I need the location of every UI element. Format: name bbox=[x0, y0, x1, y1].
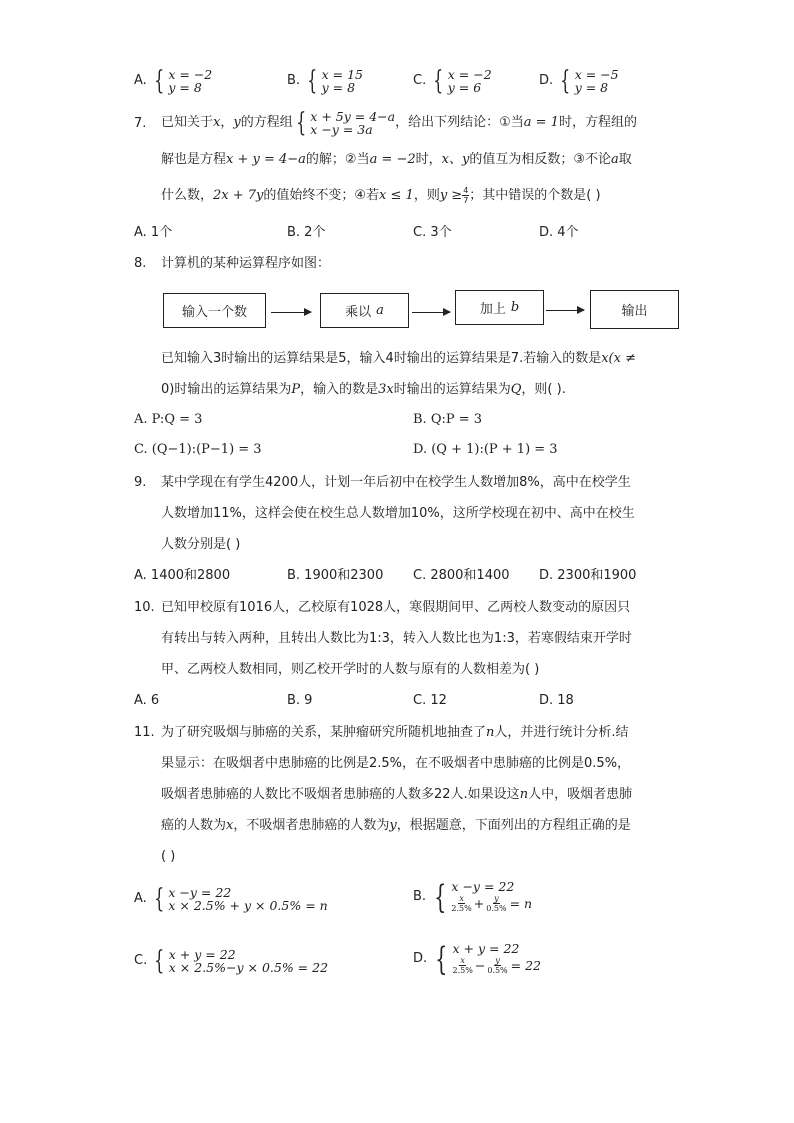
question-number: 10. bbox=[134, 600, 155, 615]
math-var: y bbox=[233, 115, 241, 130]
text: ，根据题意，下面列出的方程组正确的是 bbox=[396, 818, 631, 833]
math-expr: x + y = 4−a bbox=[226, 152, 306, 167]
math-var: n bbox=[486, 725, 495, 740]
q6-option-d bbox=[539, 68, 619, 94]
brace: { bbox=[154, 946, 165, 976]
q11-option-b bbox=[413, 877, 533, 916]
math-expr: x(x ≠ bbox=[601, 351, 636, 366]
brace: { bbox=[434, 877, 447, 916]
q11-option-a bbox=[134, 886, 328, 912]
math-expr: 2x + 7y bbox=[213, 188, 264, 203]
fraction bbox=[487, 956, 507, 975]
option-letter: A. bbox=[134, 73, 147, 88]
text: ；其中错误的个数是( ) bbox=[469, 188, 601, 203]
sys-line-fraction bbox=[453, 956, 542, 975]
q7-option-a: A. 1个 bbox=[134, 225, 173, 240]
question-number: 11. bbox=[134, 725, 155, 740]
q9-option-a: A. 1400和2800 bbox=[134, 568, 231, 583]
sys-line: y = 6 bbox=[447, 80, 482, 95]
q10-line-1: 已知甲校原有1016人，乙校原有1028人，寒假期间甲、乙两校人数变动的原因只 bbox=[161, 600, 631, 615]
flow-box-output bbox=[590, 290, 679, 329]
fraction-denominator: 0.5% bbox=[486, 904, 507, 913]
brace: { bbox=[433, 66, 444, 96]
flow-box-input bbox=[163, 293, 266, 328]
text: 人中，吸烟者患肺 bbox=[528, 787, 633, 802]
q7-option-b: B. 2个 bbox=[287, 225, 326, 240]
q11-line-4 bbox=[161, 817, 631, 835]
fraction-denominator: 2.5% bbox=[451, 904, 472, 913]
sys-line: x −y = 22 bbox=[451, 879, 515, 894]
fraction-denominator: 2.5% bbox=[452, 966, 473, 975]
q11-option-d bbox=[413, 939, 542, 978]
q7-line-3 bbox=[161, 186, 601, 205]
text: ， bbox=[220, 115, 234, 130]
q6-option-a bbox=[134, 68, 212, 94]
math-expr: y ≥ bbox=[439, 188, 463, 203]
brace: { bbox=[560, 66, 571, 96]
box-label: 输入一个数 bbox=[181, 305, 247, 320]
q8-stem: 计算机的某种运算程序如图： bbox=[161, 256, 331, 271]
q7-option-c: C. 3个 bbox=[413, 225, 452, 240]
q11-option-c bbox=[134, 948, 328, 974]
math-var: b bbox=[510, 300, 520, 315]
q10-option-d: D. 18 bbox=[539, 693, 574, 708]
q9-line-1: 某中学现在有学生4200人，计划一年后初中在校学生人数增加8%，高中在校学生 bbox=[161, 475, 631, 490]
text: 时，方程组的 bbox=[558, 115, 637, 130]
flow-arrow bbox=[546, 310, 584, 311]
brace: { bbox=[154, 66, 165, 96]
math-var: a bbox=[611, 152, 619, 167]
flow-arrow bbox=[412, 312, 450, 313]
box-label: 输出 bbox=[621, 304, 648, 319]
math-expr: 3x bbox=[378, 382, 394, 397]
q6-option-b bbox=[287, 68, 363, 94]
box-label: 加上 bbox=[479, 302, 506, 317]
text: 取 bbox=[618, 152, 632, 167]
brace: { bbox=[154, 884, 165, 914]
math-var: P bbox=[291, 382, 301, 397]
fraction-numerator: 4 bbox=[463, 186, 469, 195]
sys-line: x × 2.5%−y × 0.5% = 22 bbox=[168, 960, 329, 975]
math-expr: x ≤ 1 bbox=[379, 188, 414, 203]
q8-line-2 bbox=[161, 381, 566, 399]
fraction bbox=[486, 894, 506, 913]
text: 吸烟者患肺癌的人数比不吸烟者患肺癌的人数多22人.如果设这 bbox=[161, 787, 520, 802]
text: 时输出的运算结果为 bbox=[174, 382, 292, 397]
math-var: y bbox=[389, 818, 397, 833]
math-var: x bbox=[213, 115, 221, 130]
option-letter: A. bbox=[134, 891, 147, 906]
sys-line: x −y = 22 bbox=[168, 885, 232, 900]
text: ，则 bbox=[413, 188, 440, 203]
fraction-denominator: 0.5% bbox=[487, 966, 508, 975]
q11-line-1 bbox=[161, 724, 629, 742]
q9-option-c: C. 2800和1400 bbox=[413, 568, 510, 583]
option-letter: D. bbox=[539, 73, 554, 88]
option-letter: C. bbox=[134, 953, 148, 968]
math-expr: a = 1 bbox=[523, 115, 559, 130]
q8-option-a: A. P:Q = 3 bbox=[134, 412, 203, 427]
q7-line-2 bbox=[161, 151, 632, 169]
text: ，给出下列结论：①当 bbox=[395, 115, 524, 130]
q10-option-c: C. 12 bbox=[413, 693, 447, 708]
q8-option-c: C. (Q−1):(P−1) = 3 bbox=[134, 442, 262, 457]
q8-line-1 bbox=[161, 350, 636, 368]
flow-box-multiply bbox=[320, 293, 409, 328]
text: 时， bbox=[415, 152, 442, 167]
sys-line: x = −2 bbox=[168, 67, 213, 82]
text: 人，并进行统计分析.结 bbox=[494, 725, 629, 740]
sys-line: x = 15 bbox=[321, 67, 363, 82]
text: 解也是方程 bbox=[161, 152, 227, 167]
q9-option-d: D. 2300和1900 bbox=[539, 568, 637, 583]
sys-line: x = −2 bbox=[447, 67, 492, 82]
fraction-numerator: y bbox=[494, 894, 499, 903]
text: 癌的人数为 bbox=[161, 818, 227, 833]
equation-tail: = n bbox=[509, 895, 533, 911]
operator: − bbox=[474, 957, 486, 973]
question-number: 7. bbox=[134, 116, 147, 131]
math-expr: a = −2 bbox=[369, 152, 416, 167]
equation-tail: = 22 bbox=[510, 957, 542, 973]
math-var: n bbox=[519, 787, 529, 802]
sys-line-fraction bbox=[451, 894, 532, 913]
text: 0) bbox=[161, 382, 175, 397]
sys-line: x −y = 3a bbox=[310, 121, 373, 137]
sys-line: x + y = 22 bbox=[168, 947, 236, 962]
option-letter: C. bbox=[413, 73, 427, 88]
q9-line-3: 人数分别是( ) bbox=[161, 537, 241, 552]
text: 的方程组 bbox=[240, 115, 293, 130]
text: 为了研究吸烟与肺癌的关系，某肿瘤研究所随机地抽查了 bbox=[161, 725, 487, 740]
q9-option-b: B. 1900和2300 bbox=[287, 568, 384, 583]
text: 时输出的运算结果为 bbox=[393, 382, 511, 397]
q7-option-d: D. 4个 bbox=[539, 225, 579, 240]
q9-line-2: 人数增加11%，这样会使在校生总人数增加10%，这所学校现在初中、高中在校生 bbox=[161, 506, 635, 521]
brace: { bbox=[296, 107, 306, 138]
math-var: a bbox=[376, 303, 384, 318]
q10-option-b: B. 9 bbox=[287, 693, 313, 708]
q10-line-3: 甲、乙两校人数相同，则乙校开学时的人数与原有的人数相差为( ) bbox=[161, 662, 540, 677]
fraction-numerator: x bbox=[460, 956, 465, 965]
text: 已知输入3时输出的运算结果是5，输入4时输出的运算结果是7.若输入的数是 bbox=[161, 351, 602, 366]
math-var: x bbox=[226, 818, 234, 833]
text: ，不吸烟者患肺癌的人数为 bbox=[233, 818, 390, 833]
question-number: 9. bbox=[134, 475, 147, 490]
q6-option-c bbox=[413, 68, 492, 94]
text: 的值互为相反数；③不论 bbox=[469, 152, 612, 167]
brace: { bbox=[307, 66, 318, 96]
text: 的值始终不变；④若 bbox=[263, 188, 380, 203]
question-number: 8. bbox=[134, 256, 147, 271]
option-letter: B. bbox=[287, 73, 301, 88]
text: 已知关于 bbox=[161, 115, 214, 130]
fraction-denominator: 7 bbox=[463, 196, 469, 205]
q10-option-a: A. 6 bbox=[134, 693, 160, 708]
q8-option-d: D. (Q + 1):(P + 1) = 3 bbox=[413, 442, 558, 457]
sys-line: x + 5y = 4−a bbox=[310, 108, 396, 124]
flow-arrow bbox=[271, 312, 311, 313]
q11-line-2: 果显示：在吸烟者中患肺癌的比例是2.5%，在不吸烟者中患肺癌的比例是0.5%， bbox=[161, 756, 631, 771]
brace: { bbox=[435, 939, 448, 978]
sys-line: x + y = 22 bbox=[452, 941, 520, 956]
text: ，输入的数是 bbox=[300, 382, 379, 397]
q8-option-b: B. Q:P = 3 bbox=[413, 412, 483, 427]
sys-line: y = 8 bbox=[574, 80, 609, 95]
q11-line-3 bbox=[161, 786, 632, 804]
sys-line: y = 8 bbox=[168, 80, 202, 95]
sys-line: x = −5 bbox=[574, 67, 619, 82]
sys-line: y = 8 bbox=[321, 80, 356, 95]
text: 的解；②当 bbox=[305, 152, 370, 167]
fraction-numerator: y bbox=[495, 956, 500, 965]
text: 什么数， bbox=[161, 188, 214, 203]
fraction bbox=[453, 956, 473, 975]
box-label: 乘以 bbox=[345, 305, 372, 320]
math-var: Q bbox=[510, 382, 522, 397]
fraction bbox=[451, 894, 471, 913]
fraction-numerator: x bbox=[459, 894, 464, 903]
operator: + bbox=[473, 895, 485, 911]
text: ，则( ). bbox=[521, 382, 566, 397]
q11-answer-paren: ( ) bbox=[161, 849, 176, 864]
q10-line-2: 有转出与转入两种，且转出人数比为1:3，转入人数比也为1:3，若寒假结束开学时 bbox=[161, 631, 632, 646]
q7-line-1 bbox=[161, 108, 637, 138]
math-expr: x、y bbox=[441, 152, 470, 167]
option-letter: D. bbox=[413, 950, 428, 966]
sys-line: x × 2.5% + y × 0.5% = n bbox=[168, 898, 328, 913]
flow-box-add bbox=[455, 290, 544, 325]
option-letter: B. bbox=[413, 888, 427, 904]
